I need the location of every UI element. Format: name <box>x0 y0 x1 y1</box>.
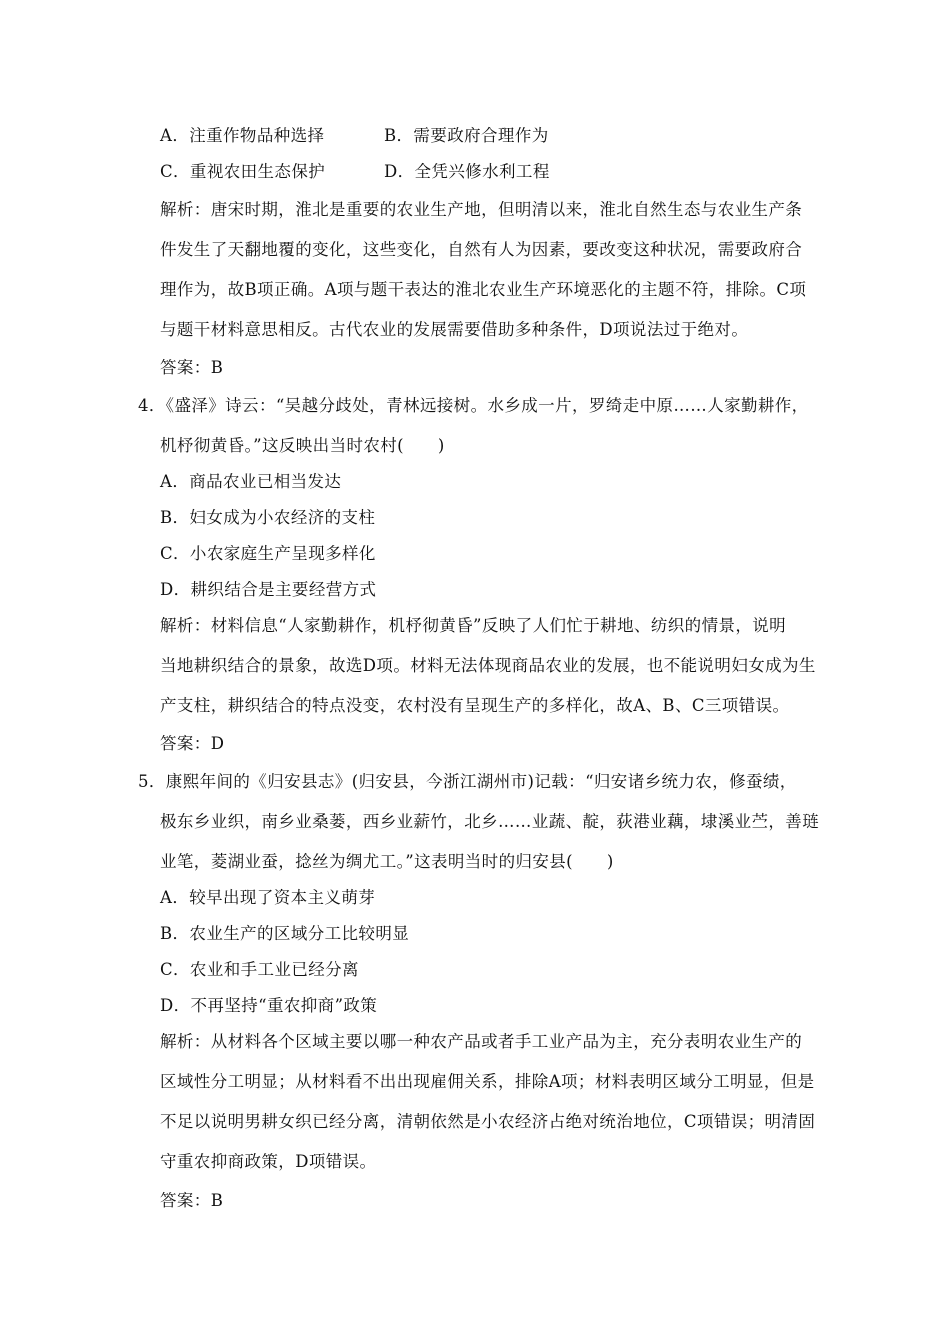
q4-analysis-line: 产支柱，耕织结合的特点没变，农村没有呈现生产的多样化，故A、B、C三项错误。 <box>160 696 790 715</box>
q3-analysis-line: 件发生了天翻地覆的变化，这些变化，自然有人为因素，要改变这种状况，需要政府合 <box>160 240 803 259</box>
q3-option-b: B．需要政府合理作为 <box>384 126 549 145</box>
q5-analysis-line: 解析：从材料各个区域主要以哪一种农产品或者手工业产品为主，充分表明农业生产的 <box>160 1032 803 1051</box>
q4-stem-line: 4．《盛泽》诗云：“吴越分歧处，青林远接树。水乡成一片，罗绮走中原……人家勤耕作， <box>138 396 809 415</box>
q3-option-c: C．重视农田生态保护 <box>160 162 326 181</box>
q3-analysis-line: 理作为，故B项正确。A项与题干表达的淮北农业生产环境恶化的主题不符，排除。C项 <box>160 280 807 299</box>
q4-option: A．商品农业已相当发达 <box>160 472 342 491</box>
q5-option: B．农业生产的区域分工比较明显 <box>160 924 410 943</box>
q5-option: A．较早出现了资本主义萌芽 <box>160 888 376 907</box>
q5-analysis-line: 守重农抑商政策，D项错误。 <box>160 1152 377 1171</box>
q4-option: C．小农家庭生产呈现多样化 <box>160 544 376 563</box>
q4-option: D．耕织结合是主要经营方式 <box>160 580 377 599</box>
q4-option: B．妇女成为小农经济的支柱 <box>160 508 376 527</box>
q5-option: D．不再坚持“重农抑商”政策 <box>160 996 378 1015</box>
q4-analysis-line: 解析：材料信息“人家勤耕作，机杼彻黄昏”反映了人们忙于耕地、纺织的情景，说明 <box>160 616 787 635</box>
q5-stem-line: 业笔，菱湖业蚕，捻丝为绸尤工。”这表明当时的归安县( ) <box>160 852 614 871</box>
q4-answer: 答案：D <box>160 734 225 753</box>
q5-analysis-line: 区域性分工明显；从材料看不出出现雇佣关系，排除A项；材料表明区域分工明显，但是 <box>160 1072 815 1091</box>
q5-stem-line: 极东乡业织，南乡业桑蒌，西乡业薪竹，北乡……业蔬、靛，荻港业藕，埭溪业苎，善琏 <box>160 812 820 831</box>
q3-answer: 答案：B <box>160 358 224 377</box>
q5-analysis-line: 不足以说明男耕女织已经分离，清朝依然是小农经济占绝对统治地位，C项错误；明清固 <box>160 1112 816 1131</box>
q5-stem-line: 5．康熙年间的《归安县志》(归安县，今浙江湖州市)记载：“归安诸乡统力农，修蚕绩， <box>138 772 797 791</box>
q4-analysis-line: 当地耕织结合的景象，故选D项。材料无法体现商品农业的发展，也不能说明妇女成为生 <box>160 656 816 675</box>
q5-option: C．农业和手工业已经分离 <box>160 960 359 979</box>
q3-analysis-line: 与题干材料意思相反。古代农业的发展需要借助多种条件，D项说法过于绝对。 <box>160 320 749 339</box>
q3-option-a: A．注重作物品种选择 <box>160 126 325 145</box>
q4-stem-line: 机杼彻黄昏。”这反映出当时农村( ) <box>160 436 445 455</box>
q5-answer: 答案：B <box>160 1191 224 1210</box>
q3-analysis-line: 解析：唐宋时期，淮北是重要的农业生产地，但明清以来，淮北自然生态与农业生产条 <box>160 200 803 219</box>
q3-option-d: D．全凭兴修水利工程 <box>384 162 550 181</box>
